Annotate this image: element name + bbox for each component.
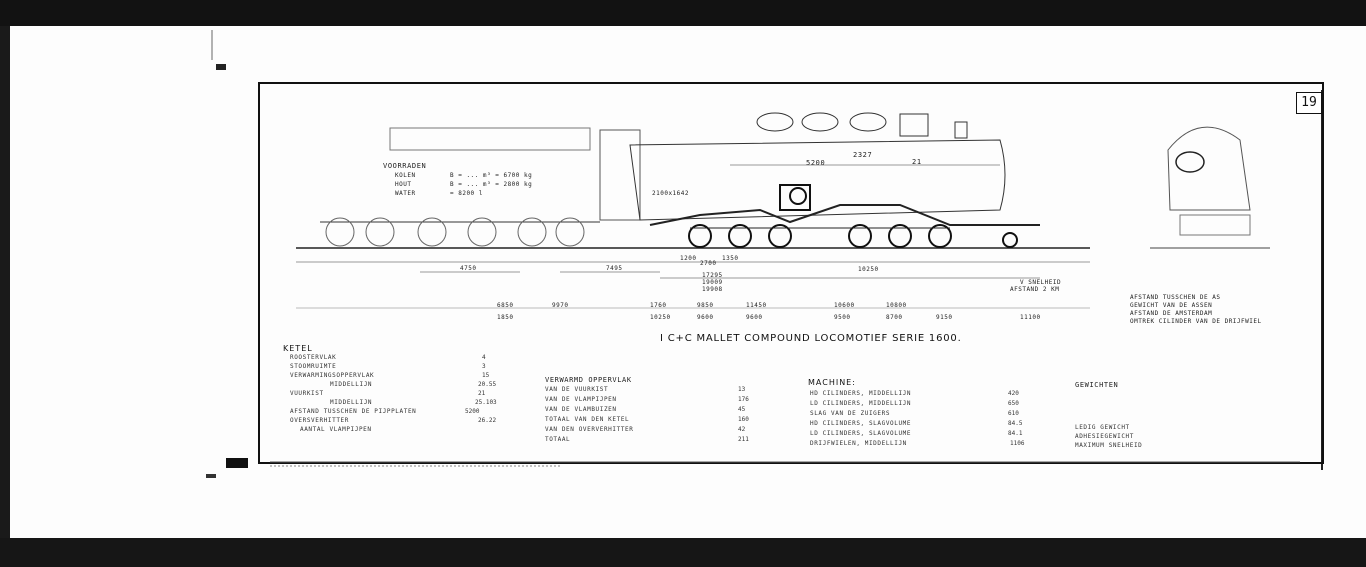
right-note: GEWICHT VAN DE ASSEN — [1130, 302, 1213, 309]
machine-label: SLAG VAN DE ZUIGERS — [810, 410, 891, 417]
machine-heading: MACHINE: — [808, 378, 856, 387]
sheet-number: 19 — [1296, 92, 1322, 114]
drawing-title: I C+C MALLET COMPOUND LOCOMOTIEF SERIE 1600. — [660, 333, 962, 344]
dim-label: 2100x1642 — [652, 190, 690, 197]
voorraden-value: B = ... m³ = 2800 kg — [450, 181, 533, 188]
voorraden-label: HOUT — [395, 181, 412, 188]
right-note: AFSTAND TUSSCHEN DE AS — [1130, 294, 1221, 301]
ketel-label: MIDDELLIJN — [330, 399, 373, 406]
ketel-label: ROOSTERVLAK — [290, 354, 337, 361]
dim-label: 10250 — [858, 266, 879, 273]
ketel-label: OVERSVERHITTER — [290, 417, 349, 424]
length-label: 19009 — [702, 279, 723, 286]
dim-label: 21 — [912, 158, 922, 166]
ketel-label: MIDDELLIJN — [330, 381, 373, 388]
load-label: 6850 — [497, 302, 514, 309]
right-note: OMTREK CILINDER VAN DE DRIJFWIEL — [1130, 318, 1262, 325]
load-label: 11450 — [746, 302, 767, 309]
ketel-label: AFSTAND TUSSCHEN DE PIJPPLATEN — [290, 408, 417, 415]
verwarming-value: 160 — [738, 416, 749, 423]
ketel-label: STOOMRUIMTE — [290, 363, 337, 370]
verwarming-value: 211 — [738, 436, 749, 443]
ketel-value: 26.22 — [478, 417, 497, 424]
verwarming-value: 13 — [738, 386, 746, 393]
verwarming-value: 42 — [738, 426, 746, 433]
load-label: 9600 — [697, 314, 714, 321]
load-label: 9600 — [746, 314, 763, 321]
machine-value: 420 — [1008, 390, 1019, 397]
ketel-value: 21 — [478, 390, 486, 397]
verwarming-label: VAN DE VLAMBUIZEN — [545, 406, 617, 413]
length-label: 19908 — [702, 286, 723, 293]
dim-label: 2700 — [700, 260, 717, 267]
load-label: 8700 — [886, 314, 903, 321]
load-label: 10250 — [650, 314, 671, 321]
load-label: 9150 — [936, 314, 953, 321]
verwarming-label: TOTAAL VAN DEN KETEL — [545, 416, 630, 423]
ketel-value: 4 — [482, 354, 486, 361]
dim-label: 4750 — [460, 265, 477, 272]
ketel-label: VUURKIST — [290, 390, 324, 397]
machine-value: 84.1 — [1008, 430, 1023, 437]
dim-label: 1200 — [680, 255, 697, 262]
load-label: 1760 — [650, 302, 667, 309]
gewichten-label: LEDIG GEWICHT — [1075, 424, 1130, 431]
ketel-value: 25.103 — [475, 399, 497, 406]
length-label: 17295 — [702, 272, 723, 279]
machine-label: DRIJFWIELEN, MIDDELLIJN — [810, 440, 907, 447]
ketel-label: VERWARMINGSOPPERVLAK — [290, 372, 375, 379]
dim-label: 5200 — [806, 159, 826, 167]
machine-label: LD CILINDERS, SLAGVOLUME — [810, 430, 912, 437]
machine-value: 610 — [1008, 410, 1019, 417]
verwarming-label: TOTAAL — [545, 436, 571, 443]
ketel-value: 5200 — [465, 408, 480, 415]
speed-note: AFSTAND 2 KM — [1010, 286, 1060, 293]
gewichten-heading: GEWICHTEN — [1075, 381, 1119, 389]
dim-label: 2327 — [853, 151, 873, 159]
machine-label: HD CILINDERS, SLAGVOLUME — [810, 420, 912, 427]
verwarming-value: 176 — [738, 396, 749, 403]
gewichten-label: MAXIMUM SNELHEID — [1075, 442, 1143, 449]
voorraden-label: WATER — [395, 190, 416, 197]
voorraden-label: KOLEN — [395, 172, 416, 179]
voorraden-value: = 8200 l — [450, 190, 483, 197]
verwarming-label: VAN DEN OVERVERHITTER — [545, 426, 634, 433]
speed-note: V SNELHEID — [1020, 279, 1062, 286]
load-label: 9500 — [834, 314, 851, 321]
machine-label: LD CILINDERS, MIDDELLIJN — [810, 400, 912, 407]
machine-value: 1106 — [1010, 440, 1025, 447]
ketel-value: 15 — [482, 372, 490, 379]
right-note: AFSTAND DE AMSTERDAM — [1130, 310, 1213, 317]
dim-label: 1350 — [722, 255, 739, 262]
ketel-label: AANTAL VLAMPIJPEN — [300, 426, 372, 433]
verwarming-label: VAN DE VUURKIST — [545, 386, 609, 393]
machine-label: HD CILINDERS, MIDDELLIJN — [810, 390, 912, 397]
verwarming-value: 45 — [738, 406, 746, 413]
ketel-value: 3 — [482, 363, 486, 370]
machine-value: 650 — [1008, 400, 1019, 407]
load-label: 9970 — [552, 302, 569, 309]
ketel-heading: KETEL — [283, 344, 313, 353]
ketel-value: 20.55 — [478, 381, 497, 388]
machine-value: 84.5 — [1008, 420, 1023, 427]
dim-label: 7495 — [606, 265, 623, 272]
load-label: 10600 — [834, 302, 855, 309]
voorraden-heading: VOORRADEN — [383, 162, 427, 170]
voorraden-value: B = ... m³ = 6700 kg — [450, 172, 533, 179]
load-label: 9850 — [697, 302, 714, 309]
verwarming-heading: VERWARMD OPPERVLAK — [545, 376, 632, 384]
load-label: 10800 — [886, 302, 907, 309]
load-label: 11100 — [1020, 314, 1041, 321]
load-label: 1850 — [497, 314, 514, 321]
gewichten-label: ADHESIEGEWICHT — [1075, 433, 1134, 440]
verwarming-label: VAN DE VLAMPIJPEN — [545, 396, 617, 403]
